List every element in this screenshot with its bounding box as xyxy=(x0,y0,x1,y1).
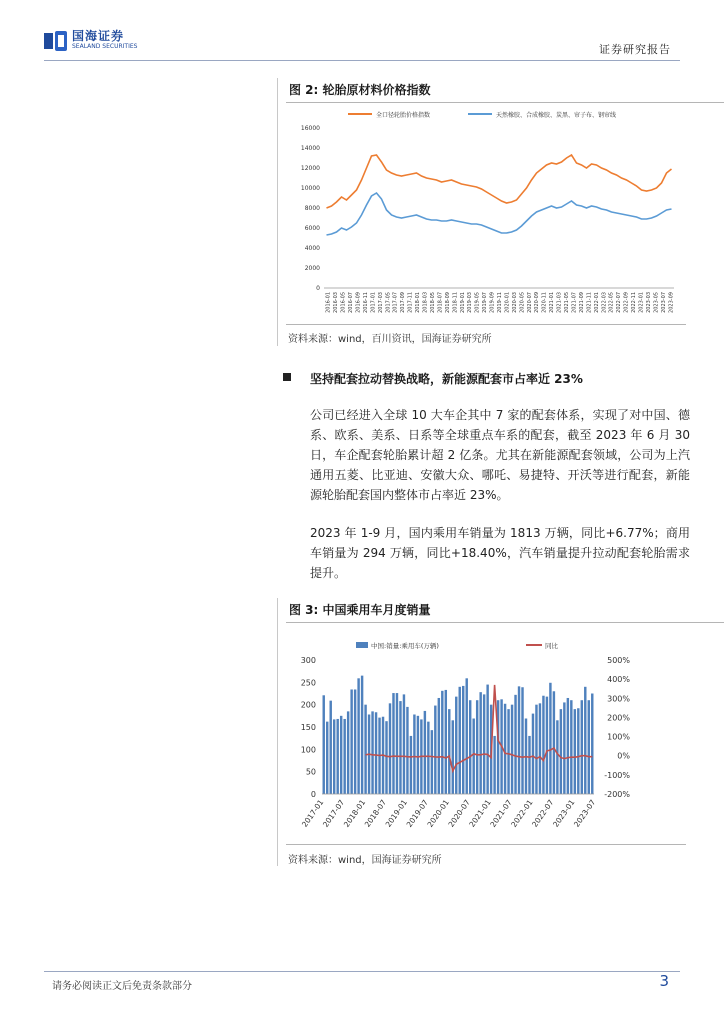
legend-swatch-bars xyxy=(356,642,368,648)
sealand-logo xyxy=(44,30,137,51)
y-tick-label: 4000 xyxy=(304,245,320,252)
x-tick-label: 2018-03 xyxy=(422,291,429,313)
y-tick-label: 12000 xyxy=(300,165,320,172)
paragraph-1: 公司已经进入全球 10 大车企其中 7 家的配套体系，实现了对中国、德系、欧系、美系、日系等全球重点车系的配套，截至 2023 年 6 月 30 日，车企配套轮胎累计超 2 亿条。尤其在新能源配套领域，公司为上汽通用五菱、比亚迪、安徽大众、哪吒、易捷特、开沃等进行配套，新能源轮胎配套国内整体市占率近 23%。 xyxy=(310,408,690,502)
bar xyxy=(577,708,579,794)
bar xyxy=(406,707,408,794)
x-tick-label: 2019-05 xyxy=(474,292,481,313)
bar xyxy=(441,691,443,794)
x-tick-label: 2019-03 xyxy=(467,291,474,313)
bar xyxy=(427,722,429,794)
x-tick-label: 2020-11 xyxy=(541,292,548,313)
y-tick-label: 14000 xyxy=(300,145,320,152)
bar xyxy=(389,703,391,794)
x-tick-label: 2017-01 xyxy=(300,797,326,829)
bar xyxy=(462,686,464,794)
x-tick-label: 2022-09 xyxy=(623,292,630,313)
y2-tick-label: 500% xyxy=(607,656,630,665)
x-tick-label: 2019-01 xyxy=(383,797,410,829)
line-series-1 xyxy=(327,155,672,208)
bar xyxy=(504,704,506,794)
x-tick-label: 2023-07 xyxy=(660,291,667,313)
bar xyxy=(452,720,454,794)
figure2-svg xyxy=(286,102,686,324)
x-tick-label: 2020-03 xyxy=(511,292,518,313)
logo-en-text: SEALAND SECURITIES xyxy=(72,43,138,50)
y2-tick-label: -100% xyxy=(604,770,630,780)
x-tick-label: 2021-01 xyxy=(467,797,493,829)
bar xyxy=(469,700,471,794)
bar xyxy=(584,687,586,794)
x-tick-label: 2020-09 xyxy=(534,291,541,313)
bar xyxy=(528,736,530,794)
x-tick-label: 2018-07 xyxy=(362,797,389,829)
bar xyxy=(553,691,555,794)
bar xyxy=(403,694,405,794)
bar xyxy=(340,716,342,794)
x-tick-label: 2016-03 xyxy=(333,292,340,313)
bar xyxy=(448,709,450,794)
paragraph-2: 2023 年 1-9 月，国内乘用车销量为 1813 万辆，同比+6.77%；商用车销量为 294 万辆，同比+18.40%，汽车销量提升拉动配套轮胎需求提升。 xyxy=(310,526,690,580)
y-tick-label: 100 xyxy=(300,745,316,755)
bar xyxy=(445,690,447,794)
bar xyxy=(549,683,551,794)
legend-label-series-2: 天然橡胶、合成橡胶、炭黑、帘子布、钢帘线 xyxy=(496,112,617,119)
x-tick-label: 2017-03 xyxy=(377,292,384,313)
figure3-left-rule xyxy=(277,598,278,866)
bar xyxy=(567,698,569,794)
x-tick-label: 2021-09 xyxy=(578,291,585,313)
bullet-square-icon xyxy=(283,373,291,381)
y-tick-label: 8000 xyxy=(304,205,320,212)
x-tick-label: 2018-07 xyxy=(437,291,444,313)
logo-mark-icon xyxy=(44,31,68,51)
figure3-svg xyxy=(286,622,686,844)
y2-tick-label: 100% xyxy=(607,732,630,742)
bar xyxy=(511,705,513,794)
y-tick-label: 6000 xyxy=(304,225,320,232)
figure2-source: 资料来源：wind，百川资讯，国海证券研究所 xyxy=(288,334,492,345)
bar xyxy=(479,692,481,794)
bar xyxy=(357,678,359,794)
bar xyxy=(546,697,548,794)
x-tick-label: 2016-11 xyxy=(363,292,369,313)
bar xyxy=(385,721,387,794)
doc-type: 证券研究报告 xyxy=(599,43,671,56)
bar xyxy=(574,709,576,794)
figure2-chart xyxy=(286,102,686,325)
bar xyxy=(417,716,419,794)
x-tick-label: 2022-07 xyxy=(616,291,623,313)
bar xyxy=(347,711,349,794)
x-tick-label: 2023-01 xyxy=(551,797,577,829)
x-tick-label: 2017-11 xyxy=(407,291,414,313)
x-tick-label: 2022-03 xyxy=(601,292,608,313)
footer-divider xyxy=(44,971,680,972)
figure2-title-bar xyxy=(286,78,724,103)
bar xyxy=(399,701,401,794)
figure3-title-bar xyxy=(286,598,724,623)
y2-tick-label: 200% xyxy=(607,713,630,723)
bar xyxy=(323,695,325,794)
bar xyxy=(560,709,562,794)
y-tick-label: 10000 xyxy=(300,185,320,192)
bar xyxy=(466,678,468,794)
y-tick-label: 2000 xyxy=(304,265,320,272)
bar xyxy=(392,693,394,794)
bar xyxy=(431,730,433,794)
x-tick-label: 2021-07 xyxy=(488,798,514,829)
bar xyxy=(581,700,583,794)
y-tick-label: 150 xyxy=(300,723,316,732)
bar xyxy=(459,687,461,794)
x-tick-label: 2020-01 xyxy=(425,797,451,829)
legend-label-bars: 中国:销量:乘用车(万辆) xyxy=(371,642,439,650)
x-tick-label: 2023-01 xyxy=(638,292,645,313)
x-tick-label: 2016-01 xyxy=(325,291,332,313)
x-tick-label: 2018-01 xyxy=(415,292,422,313)
x-tick-label: 2023-09 xyxy=(668,292,675,313)
x-tick-label: 2021-01 xyxy=(549,291,556,313)
x-tick-label: 2020-01 xyxy=(504,291,511,313)
x-tick-label: 2019-09 xyxy=(489,292,496,313)
x-tick-label: 2019-01 xyxy=(459,292,466,313)
y-tick-label: 300 xyxy=(300,656,316,665)
bar xyxy=(354,689,356,794)
bar xyxy=(493,736,495,794)
figure3-chart xyxy=(286,622,686,845)
x-tick-label: 2022-01 xyxy=(509,798,535,829)
bar xyxy=(361,676,363,794)
x-tick-label: 2022-05 xyxy=(608,291,615,313)
bar xyxy=(472,719,474,794)
legend-label-series-1: 全口径轮胎价格指数 xyxy=(376,112,431,119)
bar xyxy=(514,695,516,794)
bar xyxy=(364,705,366,794)
x-tick-label: 2016-05 xyxy=(340,291,347,313)
x-tick-label: 2017-07 xyxy=(320,798,347,829)
bar xyxy=(518,686,520,794)
bar xyxy=(455,697,457,794)
x-tick-label: 2016-09 xyxy=(355,291,362,313)
x-tick-label: 2021-11 xyxy=(586,292,593,313)
y2-tick-label: 0% xyxy=(617,751,630,761)
x-tick-label: 2017-07 xyxy=(392,291,399,313)
bar xyxy=(588,700,590,794)
x-tick-label: 2021-03 xyxy=(556,292,563,313)
x-tick-label: 2018-01 xyxy=(341,797,368,829)
x-tick-label: 2019-07 xyxy=(482,291,489,313)
bar xyxy=(521,687,523,794)
bar xyxy=(438,698,440,794)
bar xyxy=(410,736,412,794)
bar xyxy=(343,719,345,794)
bar xyxy=(350,689,352,794)
y-tick-label: 16000 xyxy=(300,125,320,132)
x-tick-label: 2022-07 xyxy=(530,797,556,829)
bar xyxy=(476,700,478,794)
bar xyxy=(413,714,415,794)
bar xyxy=(396,693,398,794)
y2-tick-label: 300% xyxy=(607,694,630,704)
figure2-left-rule xyxy=(277,78,278,346)
bar xyxy=(570,700,572,794)
bar xyxy=(330,701,332,794)
bar xyxy=(563,702,565,794)
header-divider xyxy=(44,60,680,61)
y-tick-label: 50 xyxy=(305,767,316,777)
x-tick-label: 2018-09 xyxy=(444,292,451,313)
x-tick-label: 2019-07 xyxy=(404,798,431,829)
bar xyxy=(371,711,373,794)
bar xyxy=(556,720,558,794)
y2-tick-label: -200% xyxy=(604,790,630,799)
y-tick-label: 0 xyxy=(316,285,320,292)
bar xyxy=(483,694,485,794)
x-tick-label: 2023-05 xyxy=(653,292,660,313)
x-tick-label: 2020-07 xyxy=(526,292,533,313)
x-tick-label: 2018-05 xyxy=(430,292,436,313)
bar xyxy=(532,714,534,794)
y2-tick-label: 400% xyxy=(607,675,630,685)
bar xyxy=(539,703,541,794)
figure2-title: 图 2: 轮胎原材料价格指数 xyxy=(289,83,431,97)
x-tick-label: 2022-01 xyxy=(593,291,600,313)
legend-label-yoy: 同比 xyxy=(545,642,558,650)
x-tick-label: 2019-11 xyxy=(497,292,503,313)
y-tick-label: 250 xyxy=(300,678,316,688)
x-tick-label: 2021-07 xyxy=(571,292,578,313)
x-tick-label: 2022-11 xyxy=(631,291,637,313)
bar xyxy=(486,685,488,794)
y-tick-label: 0 xyxy=(310,790,316,799)
x-tick-label: 2020-07 xyxy=(446,797,472,829)
x-tick-label: 2021-05 xyxy=(564,291,570,313)
x-tick-label: 2017-09 xyxy=(400,292,407,313)
x-tick-label: 2020-05 xyxy=(519,291,526,313)
x-tick-label: 2016-07 xyxy=(348,292,355,313)
bar xyxy=(326,722,328,794)
bar xyxy=(336,719,338,794)
bar xyxy=(507,709,509,794)
bar xyxy=(591,694,593,795)
bar xyxy=(424,711,426,794)
x-tick-label: 2017-01 xyxy=(370,291,377,313)
figure3-title: 图 3: 中国乘用车月度销量 xyxy=(289,603,431,617)
bar xyxy=(375,712,377,794)
y-tick-label: 200 xyxy=(300,700,316,710)
figure3-source: 资料来源：wind，国海证券研究所 xyxy=(288,855,442,866)
x-tick-label: 2017-05 xyxy=(385,292,392,313)
logo-cn-text: 国海证券 xyxy=(72,29,125,43)
page-number: 3 xyxy=(659,972,669,990)
bar xyxy=(535,705,537,794)
section-heading: 坚持配套拉动替换战略，新能源配套市占率近 23% xyxy=(310,372,583,386)
bar xyxy=(434,706,436,794)
bar xyxy=(542,696,544,794)
x-tick-label: 2018-11 xyxy=(452,291,459,313)
bar xyxy=(333,719,335,794)
x-tick-label: 2023-03 xyxy=(645,291,652,313)
x-tick-label: 2023-07 xyxy=(572,797,598,829)
footer-disclaimer: 请务必阅读正文后免责条款部分 xyxy=(52,981,192,992)
